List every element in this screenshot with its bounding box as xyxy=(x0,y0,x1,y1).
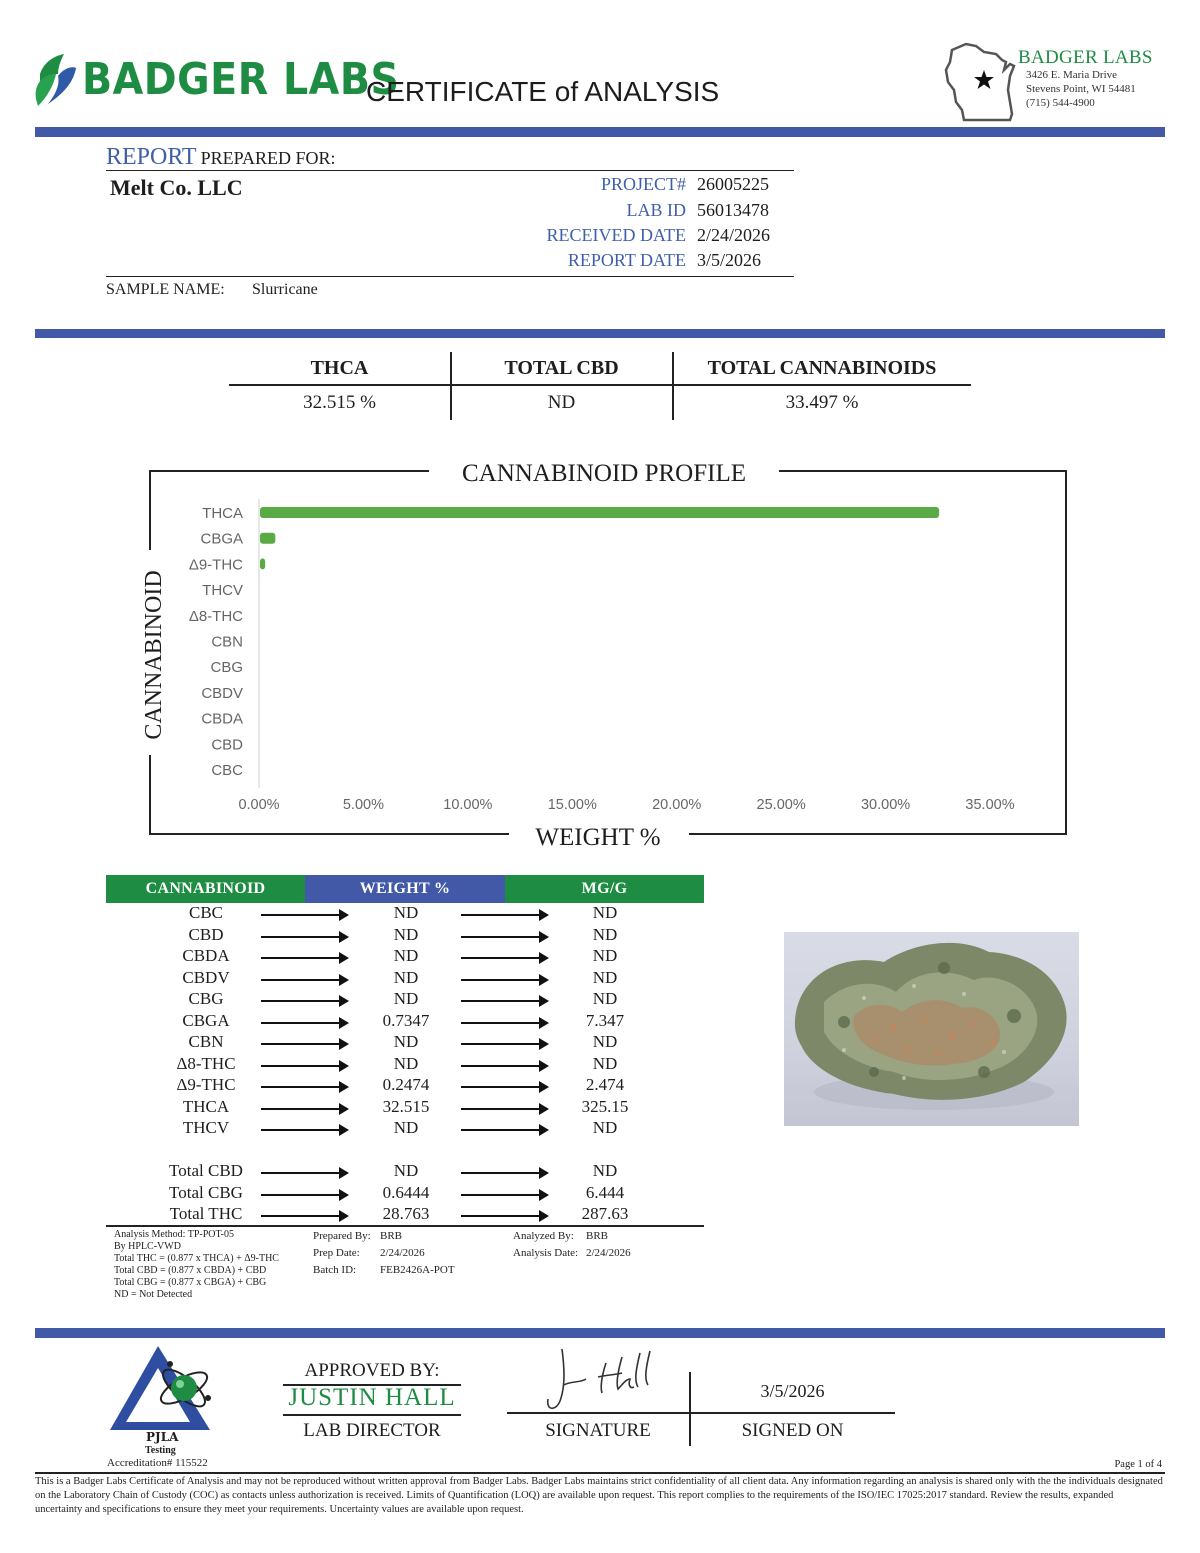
chart-title: CANNABINOID PROFILE xyxy=(461,460,747,487)
table-row xyxy=(106,1097,704,1119)
chart-tick-label: 30.00% xyxy=(860,797,911,813)
report-rule-top xyxy=(106,170,794,171)
col-header-mgg: MG/G xyxy=(505,875,704,903)
weight-value: ND xyxy=(393,1161,419,1180)
cannabinoid-name: CBN xyxy=(188,1032,224,1051)
section-divider xyxy=(35,329,1165,338)
cannabinoid-chart xyxy=(141,455,1069,851)
chart-tick-label: 15.00% xyxy=(547,797,597,813)
summary-thca-label: THCA xyxy=(310,357,369,379)
method-line: Total CBG = (0.877 x CBGA) + CBG xyxy=(114,1277,267,1288)
chart-category-label: CBDV xyxy=(201,684,243,702)
report-heading-rest: PREPARED FOR: xyxy=(200,148,336,168)
cannabinoid-name: Total CBG xyxy=(169,1182,243,1202)
logo-text: BADGER LABS xyxy=(82,54,400,105)
weight-value: ND xyxy=(393,1053,419,1073)
pjla-logo-icon xyxy=(108,1342,220,1434)
cannabinoid-name: CBDV xyxy=(182,967,230,987)
mgg-value: 6.444 xyxy=(585,1182,625,1202)
report-rule-bottom xyxy=(106,276,794,277)
report-heading-word: REPORT xyxy=(106,144,197,170)
cannabinoid-name: THCA xyxy=(182,1096,230,1116)
weight-value: 0.2474 xyxy=(382,1075,430,1094)
sample-name-label: SAMPLE NAME: xyxy=(106,281,225,298)
mgg-value: ND xyxy=(592,989,618,1008)
chart-category-label: CBD xyxy=(211,736,243,754)
lab-phone: (715) 544-4900 xyxy=(1026,97,1095,109)
report-date-value: 3/5/2026 xyxy=(697,250,762,270)
table-row xyxy=(106,946,704,968)
analysis-date-label: Analysis Date: xyxy=(513,1247,579,1259)
chart-ylabel: CANNABINOID xyxy=(141,570,167,740)
received-date-label: RECEIVED DATE xyxy=(546,225,686,245)
project-value: 26005225 xyxy=(697,174,769,194)
mgg-value: ND xyxy=(592,946,618,965)
sample-photo xyxy=(784,932,1079,1126)
chart-tick-label: 25.00% xyxy=(756,797,806,813)
wisconsin-map-icon xyxy=(944,40,1020,122)
chart-category-label: CBN xyxy=(211,633,243,651)
cannabinoid-name: CBDA xyxy=(182,946,230,965)
prepared-by-value: BRB xyxy=(380,1230,403,1242)
chart-tick-label: 35.00% xyxy=(965,797,1015,813)
chart-tick-label: 5.00% xyxy=(342,797,384,813)
cannabinoid-name: THCV xyxy=(182,1118,230,1137)
table-row xyxy=(106,1204,704,1226)
cannabinoid-name: CBD xyxy=(188,924,224,944)
table-row xyxy=(106,1054,704,1076)
project-label: PROJECT# xyxy=(600,174,686,194)
table-row xyxy=(106,1118,704,1140)
method-line: Total CBD = (0.877 x CBDA) + CBD xyxy=(114,1265,267,1276)
summary-thca-value: 32.515 % xyxy=(303,392,376,413)
chart-category-label: Δ8-THC xyxy=(188,607,243,625)
mgg-value: ND xyxy=(592,1118,618,1137)
table-row xyxy=(106,903,704,925)
signature-label: SIGNATURE xyxy=(545,1420,651,1441)
disclaimer-text: This is a Badger Labs Certificate of Analysis and may not be reproduced without written approval from Badger Labs. Badger Labs maintains strict confidentiality of all client data. Any information regarding an analysis is shared only with the the individuals designated on the Laboratory Chain of Custody (COC) as contacts unless authorization is received. Limits of Quantification (LOQ) are available upon request. This report complies to the requirements of the ISO/IEC 17025:2017 standard. Review the results, expanded uncertainty and specifications to ensure they meet your requirements. Uncertainty values are available upon request. xyxy=(35,1476,1163,1515)
weight-value: 0.7347 xyxy=(382,1010,430,1030)
approver-rule xyxy=(283,1414,461,1416)
cannabinoid-name: Δ9-THC xyxy=(176,1075,236,1094)
signed-on-date: 3/5/2026 xyxy=(760,1381,825,1401)
summary-cbd-label: TOTAL CBD xyxy=(504,357,619,379)
prepared-by-label: Prepared By: xyxy=(313,1230,371,1242)
cannabinoid-name: CBGA xyxy=(182,1010,230,1030)
chart-bar xyxy=(260,507,939,518)
chart-category-label: CBGA xyxy=(200,530,243,548)
chart-category-label: THCV xyxy=(202,582,243,600)
mgg-value: 287.63 xyxy=(581,1204,629,1223)
cannabinoid-name: CBG xyxy=(188,989,224,1008)
accreditation-number: Accreditation# 115522 xyxy=(107,1457,208,1469)
prep-date-value: 2/24/2026 xyxy=(380,1247,425,1259)
chart-category-label: Δ9-THC xyxy=(188,556,243,574)
mgg-value: ND xyxy=(592,924,618,944)
weight-value: ND xyxy=(393,967,419,987)
analyzed-by-label: Analyzed By: xyxy=(513,1230,574,1242)
signature-image xyxy=(540,1345,670,1413)
table-row xyxy=(106,1161,704,1183)
pjla-sub: Testing xyxy=(145,1445,176,1456)
sample-name-value: Slurricane xyxy=(252,281,318,298)
page-number: Page 1 of 4 xyxy=(1114,1459,1162,1470)
chart-category-label: CBG xyxy=(210,659,243,677)
mgg-value: ND xyxy=(592,1161,618,1180)
badger-logo-icon xyxy=(34,52,78,110)
table-row xyxy=(106,968,704,990)
results-bottom-rule xyxy=(106,1225,704,1227)
approved-by-label: APPROVED BY: xyxy=(304,1360,440,1381)
weight-value: ND xyxy=(393,1118,419,1137)
cannabinoid-name: Total THC xyxy=(169,1204,243,1223)
cannabinoid-name: CBC xyxy=(188,903,224,922)
method-line: Total THC = (0.877 x THCA) + Δ9-THC xyxy=(114,1253,279,1264)
weight-value: 0.6444 xyxy=(382,1182,430,1202)
chart-frame xyxy=(150,471,1066,834)
pjla-text: PJLA xyxy=(146,1430,179,1444)
mgg-value: ND xyxy=(592,967,618,987)
table-row xyxy=(106,1183,704,1205)
approver-name: JUSTIN HALL xyxy=(288,1384,456,1411)
table-row xyxy=(106,1075,704,1097)
weight-value: ND xyxy=(393,989,419,1008)
footer-rule xyxy=(35,1472,1165,1474)
summary-rule xyxy=(229,384,971,386)
mgg-value: ND xyxy=(592,1053,618,1073)
chart-tick-label: 10.00% xyxy=(443,797,493,813)
col-header-weight: WEIGHT % xyxy=(305,875,505,903)
chart-tick-label: 20.00% xyxy=(652,797,702,813)
header-divider xyxy=(35,127,1165,137)
client-name: Melt Co. LLC xyxy=(110,175,243,200)
chart-bar xyxy=(260,533,275,544)
document-title: CERTIFICATE of ANALYSIS xyxy=(366,76,720,107)
weight-value: ND xyxy=(393,924,419,944)
table-row xyxy=(106,1032,704,1054)
weight-value: ND xyxy=(393,903,419,922)
mgg-value: ND xyxy=(592,1032,618,1051)
cannabinoid-name: Δ8-THC xyxy=(176,1053,236,1073)
chart-category-label: THCA xyxy=(202,505,243,522)
weight-value: 32.515 xyxy=(382,1096,430,1116)
cannabinoid-name: Total CBD xyxy=(169,1161,243,1180)
method-line: Analysis Method: TP-POT-05 xyxy=(114,1229,235,1240)
table-row xyxy=(106,1011,704,1033)
lab-address-line1: 3426 E. Maria Drive xyxy=(1026,69,1118,81)
table-row xyxy=(106,989,704,1011)
received-date-value: 2/24/2026 xyxy=(697,225,771,245)
report-heading xyxy=(106,144,335,171)
col-header-cannabinoid: CANNABINOID xyxy=(106,875,305,903)
mgg-value: ND xyxy=(592,903,618,922)
summary-cbd-value: ND xyxy=(547,392,576,413)
lab-address-line2: Stevens Point, WI 54481 xyxy=(1026,83,1136,95)
lab-id-value: 56013478 xyxy=(697,200,769,220)
chart-xlabel: WEIGHT % xyxy=(535,824,661,851)
method-notes xyxy=(114,1229,279,1301)
weight-value: ND xyxy=(393,1032,419,1051)
lab-id-label: LAB ID xyxy=(626,200,686,220)
chart-tick-label: 0.00% xyxy=(238,797,280,813)
approver-role: LAB DIRECTOR xyxy=(303,1420,441,1441)
chart-bar xyxy=(260,558,265,569)
analysis-date-value: 2/24/2026 xyxy=(586,1247,631,1259)
batch-id-label: Batch ID: xyxy=(313,1264,357,1276)
report-date-label: REPORT DATE xyxy=(567,250,686,270)
weight-value: 28.763 xyxy=(382,1204,430,1223)
weight-value: ND xyxy=(393,946,419,965)
footer-divider xyxy=(35,1328,1165,1338)
mgg-value: 7.347 xyxy=(585,1010,625,1030)
summary-total-label: TOTAL CANNABINOIDS xyxy=(707,357,937,379)
summary-table xyxy=(229,352,971,420)
method-line: ND = Not Detected xyxy=(114,1289,193,1300)
mgg-value: 325.15 xyxy=(581,1096,629,1116)
prep-date-label: Prep Date: xyxy=(313,1247,360,1259)
lab-name: BADGER LABS xyxy=(1018,47,1153,68)
summary-total-value: 33.497 % xyxy=(785,392,859,413)
mgg-value: 2.474 xyxy=(585,1075,625,1094)
batch-id-value: FEB2426A-POT xyxy=(380,1264,455,1276)
table-row xyxy=(106,925,704,947)
signed-on-label: SIGNED ON xyxy=(741,1420,844,1441)
chart-category-label: CBC xyxy=(211,762,243,779)
analyzed-by-value: BRB xyxy=(586,1230,609,1242)
method-line: By HPLC-VWD xyxy=(114,1241,181,1252)
chart-category-label: CBDA xyxy=(201,710,243,728)
signature-rule xyxy=(507,1412,895,1414)
